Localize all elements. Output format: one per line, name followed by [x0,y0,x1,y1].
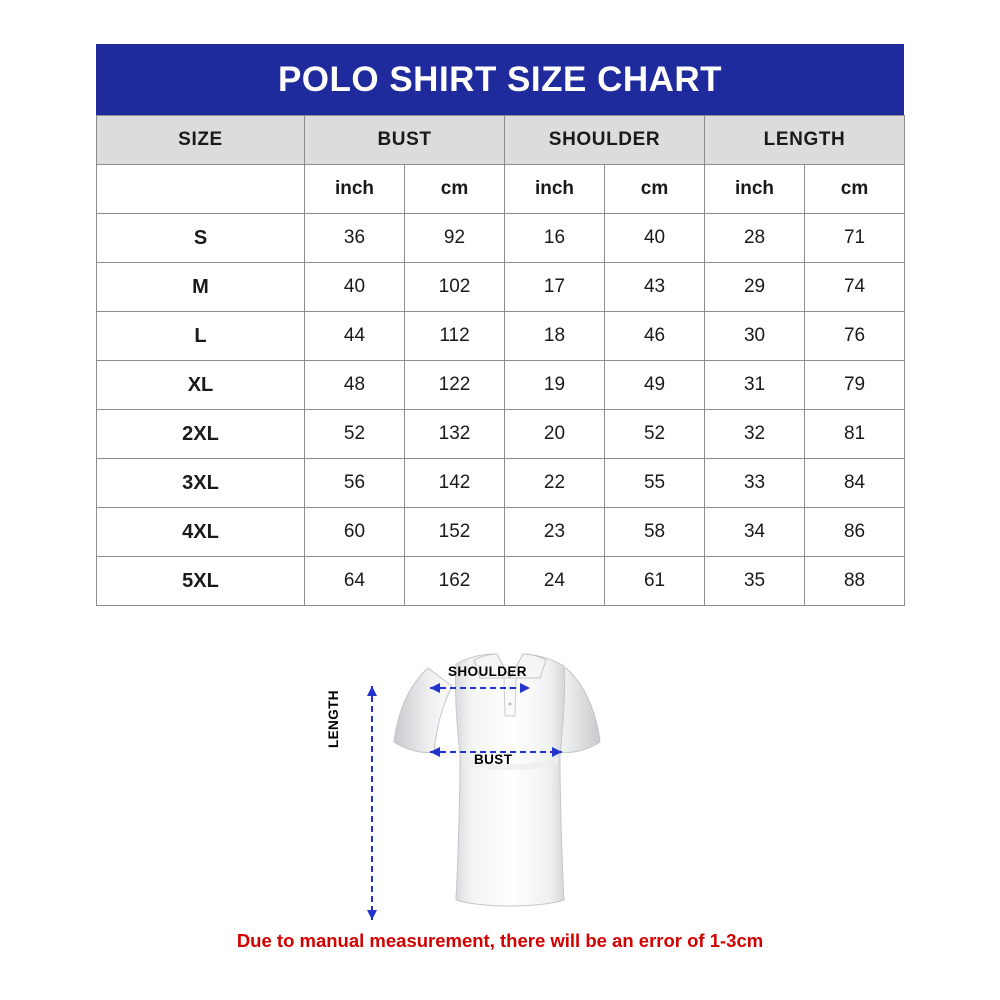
cell-size: M [97,263,305,312]
page-title: POLO SHIRT SIZE CHART [96,44,904,115]
cell-shoulder-cm: 58 [605,508,705,557]
cell-length-inch: 34 [705,508,805,557]
cell-size: 3XL [97,459,305,508]
cell-shoulder-inch: 24 [505,557,605,606]
size-chart [96,44,904,606]
cell-shoulder-inch: 23 [505,508,605,557]
cell-bust-inch: 44 [305,312,405,361]
cell-shoulder-inch: 18 [505,312,605,361]
cell-bust-cm: 102 [405,263,505,312]
header-bust: BUST [305,116,505,165]
header-shoulder: SHOULDER [505,116,705,165]
cell-length-inch: 28 [705,214,805,263]
header-length: LENGTH [705,116,905,165]
cell-shoulder-cm: 61 [605,557,705,606]
cell-bust-cm: 142 [405,459,505,508]
table-unit-header-row [97,165,905,214]
table-row [97,312,905,361]
shoulder-label: SHOULDER [448,664,527,679]
cell-length-inch: 29 [705,263,805,312]
length-label: LENGTH [326,690,341,748]
unit-shoulder-cm: cm [605,165,705,214]
cell-bust-inch: 40 [305,263,405,312]
cell-shoulder-cm: 40 [605,214,705,263]
cell-length-cm: 79 [805,361,905,410]
cell-bust-cm: 132 [405,410,505,459]
cell-bust-cm: 112 [405,312,505,361]
bust-label: BUST [474,752,513,767]
length-arrow [358,678,398,938]
unit-length-cm: cm [805,165,905,214]
cell-length-inch: 32 [705,410,805,459]
cell-length-cm: 74 [805,263,905,312]
measurement-diagram [326,630,670,920]
cell-length-cm: 84 [805,459,905,508]
table-row [97,508,905,557]
cell-bust-cm: 162 [405,557,505,606]
cell-size: S [97,214,305,263]
cell-shoulder-cm: 43 [605,263,705,312]
cell-shoulder-inch: 20 [505,410,605,459]
header-size: SIZE [97,116,305,165]
unit-bust-inch: inch [305,165,405,214]
cell-length-cm: 88 [805,557,905,606]
table-row [97,459,905,508]
table-row [97,263,905,312]
table-row [97,410,905,459]
cell-shoulder-inch: 16 [505,214,605,263]
unit-shoulder-inch: inch [505,165,605,214]
cell-shoulder-inch: 19 [505,361,605,410]
cell-length-cm: 71 [805,214,905,263]
table-row [97,557,905,606]
cell-size: 2XL [97,410,305,459]
cell-bust-inch: 56 [305,459,405,508]
cell-length-inch: 31 [705,361,805,410]
cell-length-cm: 76 [805,312,905,361]
cell-length-inch: 35 [705,557,805,606]
cell-shoulder-inch: 17 [505,263,605,312]
cell-bust-cm: 92 [405,214,505,263]
cell-length-cm: 86 [805,508,905,557]
table-row [97,214,905,263]
cell-shoulder-cm: 46 [605,312,705,361]
table-group-header-row [97,116,905,165]
unit-length-inch: inch [705,165,805,214]
cell-size: 4XL [97,508,305,557]
unit-bust-cm: cm [405,165,505,214]
cell-size: XL [97,361,305,410]
cell-size: L [97,312,305,361]
table-row [97,361,905,410]
cell-length-inch: 30 [705,312,805,361]
unit-blank [97,165,305,214]
size-chart-table [96,115,905,606]
cell-shoulder-cm: 49 [605,361,705,410]
cell-shoulder-inch: 22 [505,459,605,508]
cell-length-cm: 81 [805,410,905,459]
cell-bust-cm: 152 [405,508,505,557]
cell-bust-inch: 52 [305,410,405,459]
cell-bust-inch: 64 [305,557,405,606]
cell-shoulder-cm: 55 [605,459,705,508]
cell-size: 5XL [97,557,305,606]
cell-bust-inch: 60 [305,508,405,557]
cell-bust-inch: 48 [305,361,405,410]
cell-bust-cm: 122 [405,361,505,410]
cell-bust-inch: 36 [305,214,405,263]
cell-shoulder-cm: 52 [605,410,705,459]
cell-length-inch: 33 [705,459,805,508]
measurement-note: Due to manual measurement, there will be an error of 1-3cm [236,930,764,951]
